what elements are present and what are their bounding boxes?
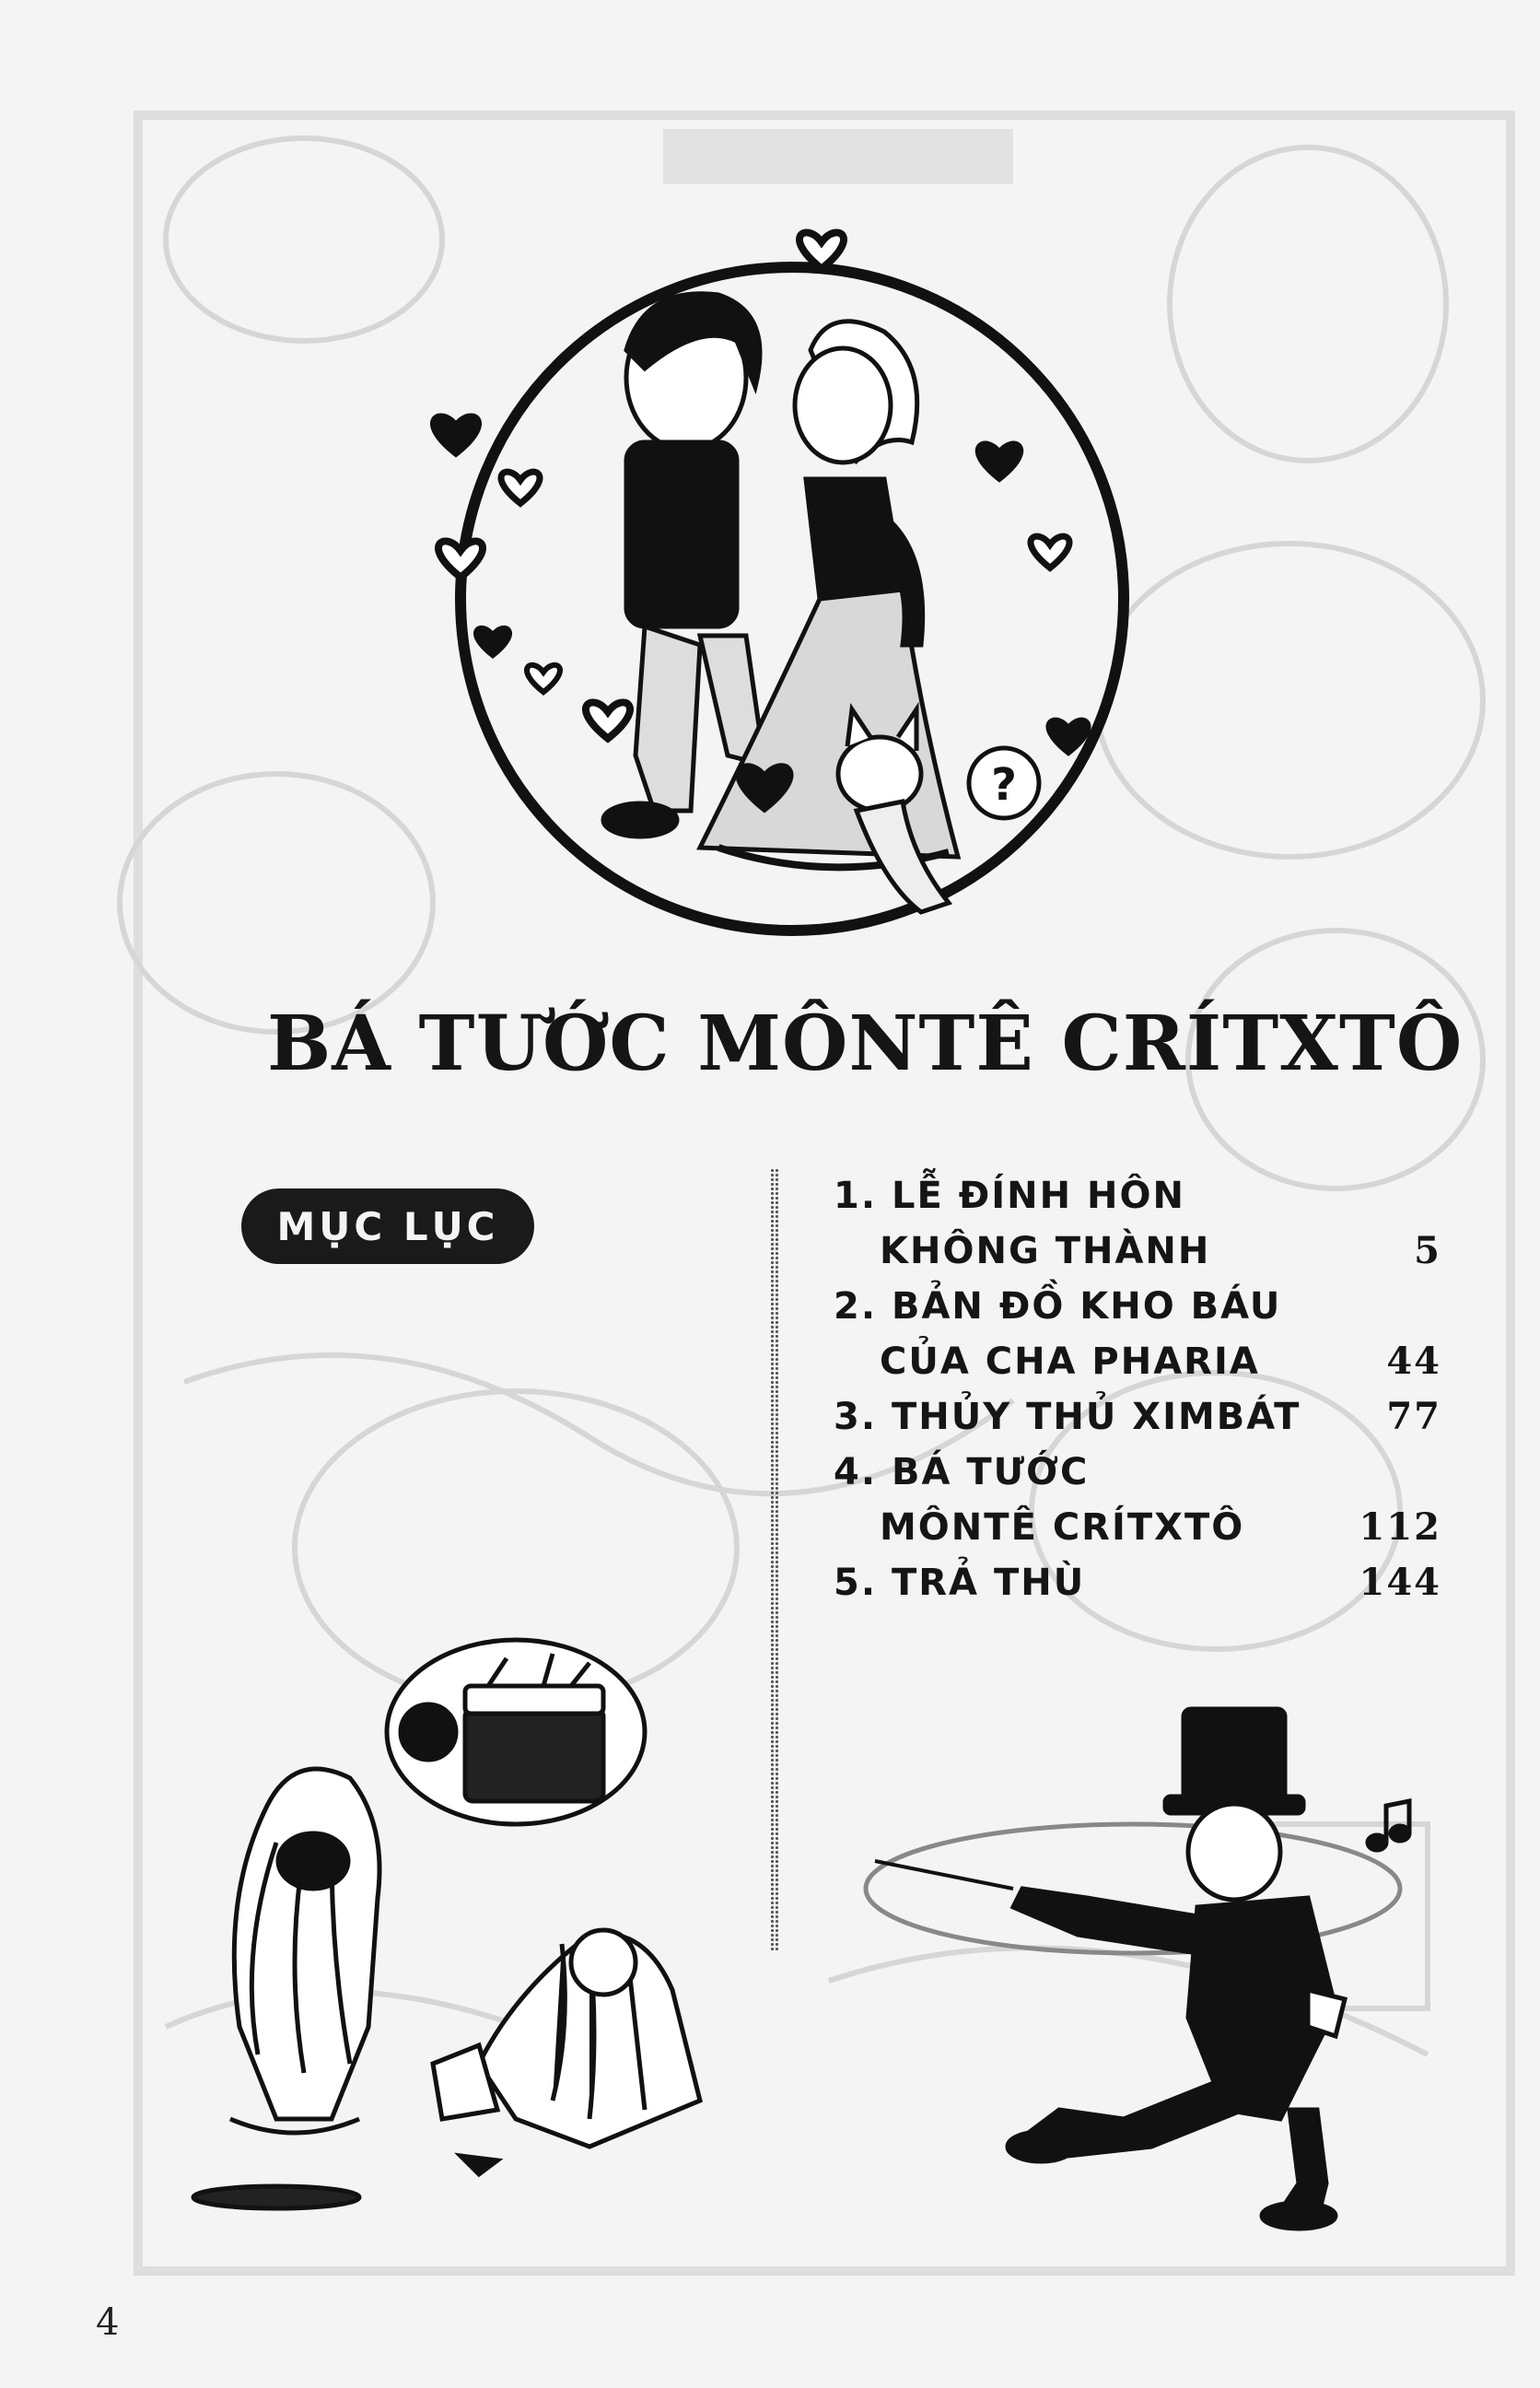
toc-entry-title: 4. BÁ TƯỚC [834, 1451, 1090, 1493]
toc-label: MỤC LỤC [241, 1188, 534, 1264]
toc-entry-page: 144 [1359, 1561, 1441, 1604]
toc-entry-title: 1. LỄ ĐÍNH HÔN [834, 1175, 1185, 1217]
toc-entry-number: 1. [834, 1175, 878, 1217]
prisoners-illustration [193, 1640, 700, 2208]
toc-entry-number: 2. [834, 1285, 878, 1328]
couple-vignette [461, 267, 1124, 931]
toc-entry-page: 44 [1386, 1340, 1441, 1383]
toc-entry[interactable] [834, 1445, 1441, 1555]
toc-entry-title: 3. THỦY THỦ XIMBÁT [834, 1396, 1301, 1438]
toc-entry-title: 2. BẢN ĐỒ KHO BÁU [834, 1285, 1282, 1328]
book-title: BÁ TƯỚC MÔNTÊ CRÍTXTÔ [267, 1000, 1464, 1088]
count-fencer-illustration [866, 1709, 1400, 2229]
toc-entry-title-continued: MÔNTÊ CRÍTXTÔ [880, 1506, 1245, 1549]
toc-entry[interactable] [834, 1555, 1441, 1610]
toc-entry[interactable] [834, 1279, 1441, 1389]
toc-entry-number: 5. [834, 1562, 878, 1604]
toc-entry-page: 5 [1414, 1229, 1441, 1272]
toc-entry-page: 77 [1386, 1395, 1441, 1438]
toc-entry[interactable] [834, 1389, 1441, 1445]
toc-entry-number: 3. [834, 1396, 878, 1438]
toc-entry-title-continued: CỦA CHA PHARIA [880, 1340, 1260, 1383]
toc-entry[interactable] [834, 1168, 1441, 1279]
table-of-contents [834, 1168, 1441, 1610]
svg-text:?: ? [991, 759, 1017, 811]
page-number: 4 [96, 2301, 120, 2344]
question-mark-icon [969, 748, 1039, 818]
toc-entry-number: 4. [834, 1451, 878, 1493]
toc-divider [770, 1168, 779, 1951]
toc-entry-title-continued: KHÔNG THÀNH [880, 1230, 1211, 1272]
toc-entry-title: 5. TRẢ THÙ [834, 1562, 1086, 1604]
toc-entry-page: 112 [1359, 1505, 1441, 1549]
